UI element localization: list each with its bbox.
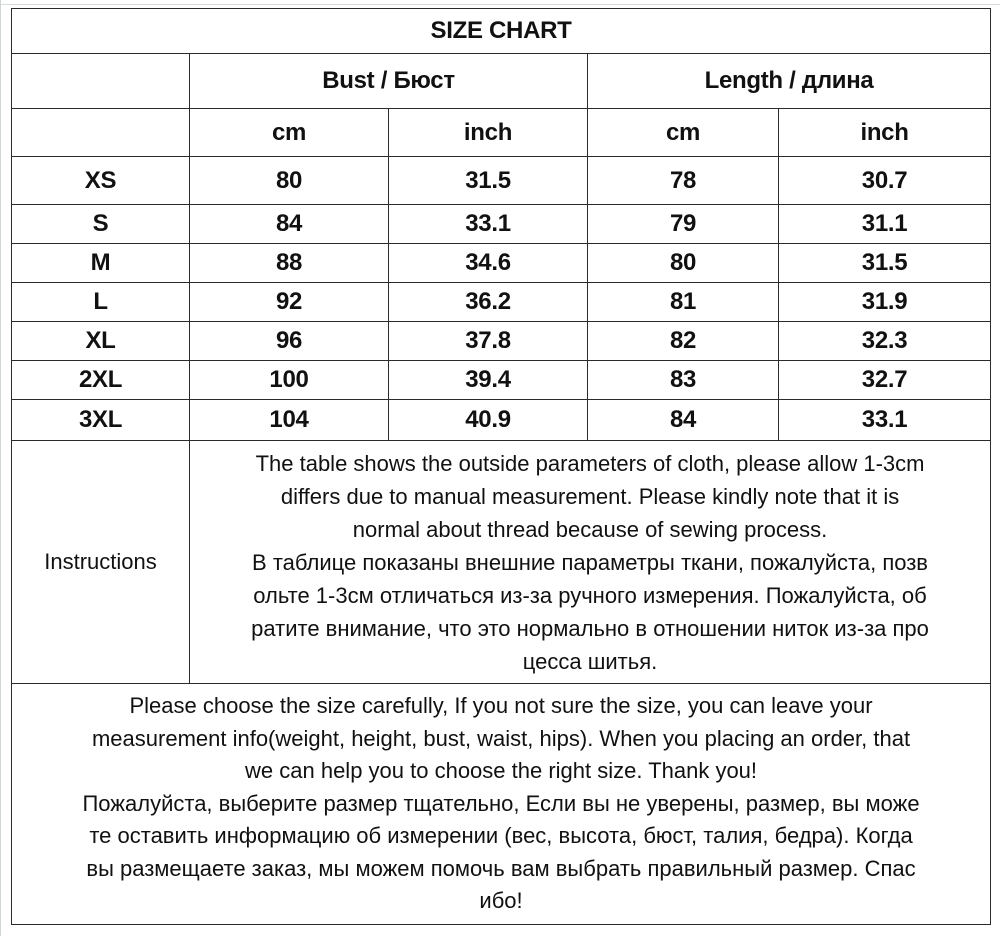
instructions-label: Instructions	[12, 441, 190, 684]
length-inch-value: 31.5	[779, 244, 991, 283]
length-cm-value: 79	[588, 205, 779, 244]
table-row	[12, 244, 991, 283]
length-group-header: Length / длина	[588, 54, 991, 109]
bust-inch-value: 31.5	[389, 157, 588, 205]
sheet-gridline	[1, 4, 1000, 5]
table-row	[12, 157, 991, 205]
bust-cm-value: 96	[190, 322, 389, 361]
size-label: M	[12, 244, 190, 283]
bust-inch-value: 33.1	[389, 205, 588, 244]
length-cm-value: 82	[588, 322, 779, 361]
size-label: 3XL	[12, 400, 190, 441]
note-line: Please choose the size carefully, If you not sure the size, you can leave your	[129, 693, 873, 719]
size-label: 2XL	[12, 361, 190, 400]
chart-title: SIZE CHART	[12, 9, 991, 54]
bust-cm-value: 84	[190, 205, 389, 244]
length-inch-value: 32.7	[779, 361, 991, 400]
size-label: S	[12, 205, 190, 244]
bust-inch-value: 37.8	[389, 322, 588, 361]
bust-group-header: Bust / Бюст	[190, 54, 588, 109]
bust-cm-value: 100	[190, 361, 389, 400]
size-label: L	[12, 283, 190, 322]
size-advice-note	[12, 684, 991, 925]
table-row	[12, 283, 991, 322]
size-label: XS	[12, 157, 190, 205]
length-cm-value: 83	[588, 361, 779, 400]
bust-inch-value: 40.9	[389, 400, 588, 441]
instructions-line: The table shows the outside parameters of cloth, please allow 1-3cm	[255, 450, 925, 476]
note-line: вы размещаете заказ, мы можем помочь вам выбрать правильный размер. Спас	[86, 855, 916, 881]
size-label: XL	[12, 322, 190, 361]
size-chart-table	[11, 8, 991, 925]
bust-inch-value: 39.4	[389, 361, 588, 400]
bust-inch-value: 34.6	[389, 244, 588, 283]
instructions-line: В таблице показаны внешние параметры ткани, пожалуйста, позв	[252, 549, 928, 575]
length-inch-value: 33.1	[779, 400, 991, 441]
note-line: measurement info(weight, height, bust, waist, hips). When you placing an order, that	[91, 725, 911, 751]
table-row	[12, 400, 991, 441]
bust-inch-header: inch	[389, 109, 588, 157]
note-row	[12, 684, 991, 925]
bust-cm-value: 92	[190, 283, 389, 322]
length-cm-value: 78	[588, 157, 779, 205]
bust-cm-value: 88	[190, 244, 389, 283]
length-cm-value: 81	[588, 283, 779, 322]
bust-inch-value: 36.2	[389, 283, 588, 322]
bust-cm-value: 80	[190, 157, 389, 205]
note-line: Пожалуйста, выберите размер тщательно, Если вы не уверены, размер, вы може	[82, 790, 920, 816]
unit-blank-cell	[12, 109, 190, 157]
instructions-line: ольте 1-3см отличаться из-за ручного измерения. Пожалуйста, об	[253, 582, 927, 608]
table-row	[12, 205, 991, 244]
table-row	[12, 322, 991, 361]
length-inch-value: 31.1	[779, 205, 991, 244]
length-inch-header: inch	[779, 109, 991, 157]
length-cm-header: cm	[588, 109, 779, 157]
instructions-line: differs due to manual measurement. Please kindly note that it is	[280, 483, 900, 509]
instructions-text	[190, 441, 991, 684]
instructions-line: цесса шитья.	[522, 648, 658, 674]
header-blank-cell	[12, 54, 190, 109]
instructions-row	[12, 441, 991, 684]
bust-cm-value: 104	[190, 400, 389, 441]
note-line: те оставить информацию об измерении (вес, высота, бюст, талия, бедра). Когда	[89, 823, 913, 849]
note-line: we can help you to choose the right size. Thank you!	[245, 758, 758, 784]
instructions-line: ратите внимание, что это нормально в отношении ниток из-за про	[251, 615, 929, 641]
length-inch-value: 31.9	[779, 283, 991, 322]
table-row	[12, 361, 991, 400]
bust-cm-header: cm	[190, 109, 389, 157]
length-cm-value: 80	[588, 244, 779, 283]
instructions-line: normal about thread because of sewing process.	[352, 516, 828, 542]
length-inch-value: 32.3	[779, 322, 991, 361]
length-cm-value: 84	[588, 400, 779, 441]
note-line: ибо!	[479, 888, 523, 914]
length-inch-value: 30.7	[779, 157, 991, 205]
